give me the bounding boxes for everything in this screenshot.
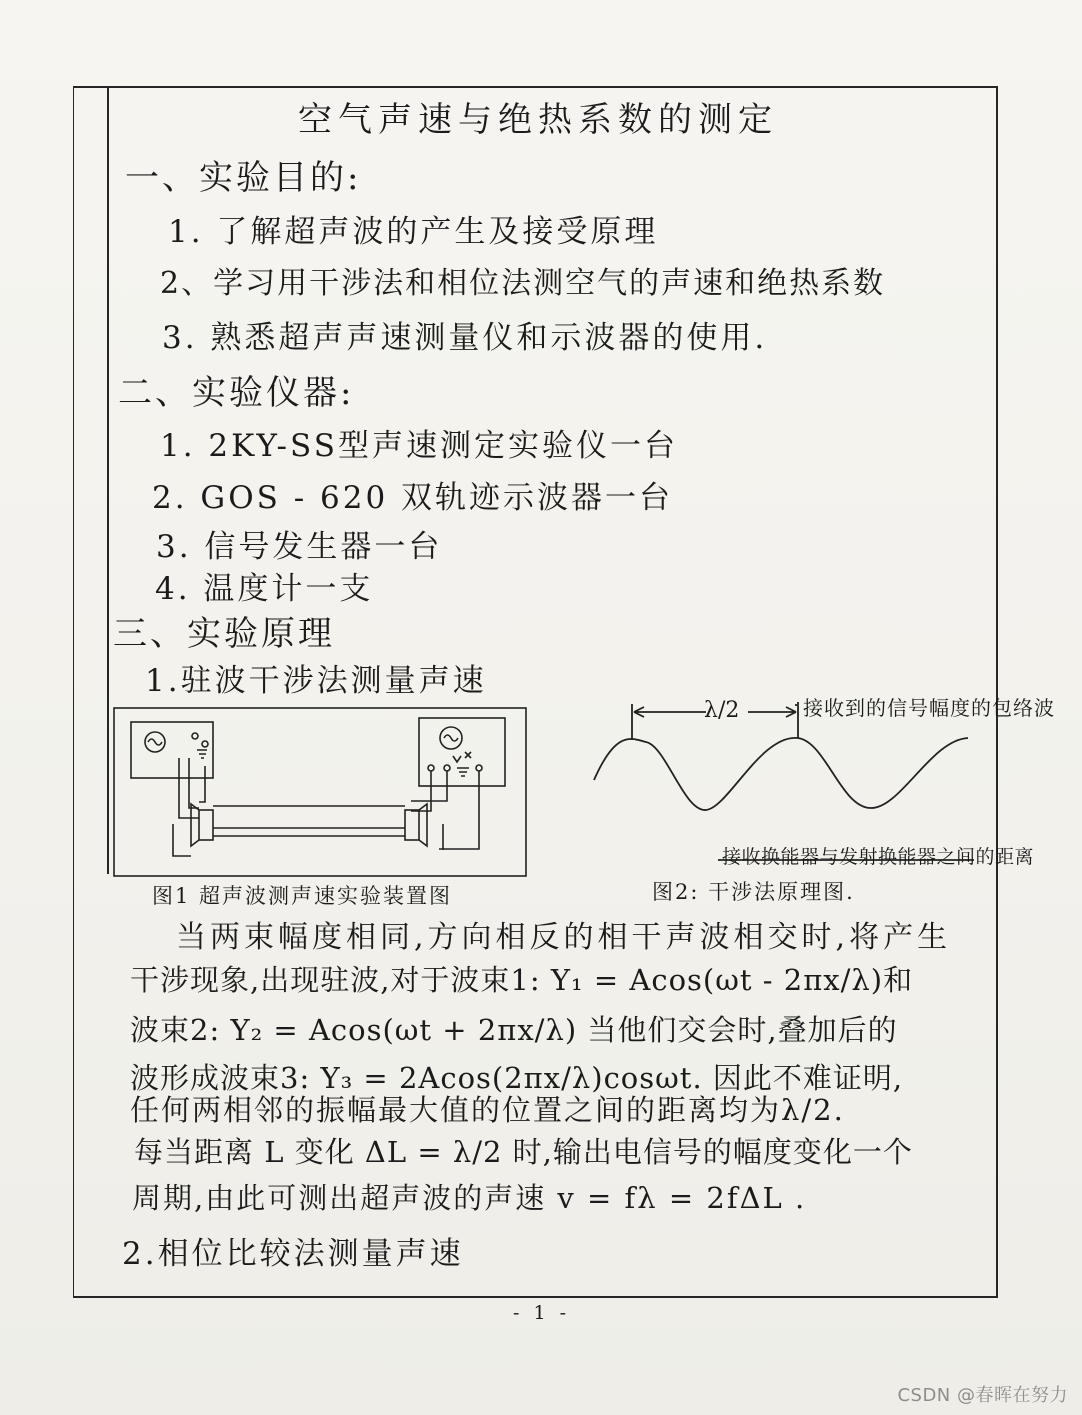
instrument-item-2: 2. GOS - 620 双轨迹示波器一台 [152, 480, 674, 516]
figure-2-distance-label: 接收换能器与发射换能器之间的距离 [722, 846, 1035, 868]
purpose-item-1: 1. 了解超声波的产生及接受原理 [168, 214, 659, 250]
figure-2-envelope-label: 接收到的信号幅度的包络波 [803, 696, 1055, 720]
figure-2-half-wavelength-label: λ/2 [704, 698, 740, 723]
instrument-item-3: 3. 信号发生器一台 [156, 529, 443, 565]
section-heading-instruments: 二、实验仪器: [118, 373, 355, 413]
paragraph-line-7: 周期,由此可测出超声波的声速 v = fλ = 2fΔL . [132, 1181, 807, 1215]
section-heading-purpose: 一、实验目的: [125, 158, 362, 198]
instrument-item-1: 1. 2KY-SS型声速测定实验仪一台 [160, 428, 678, 464]
figure-2-caption: 图2: 干涉法原理图. [652, 880, 855, 904]
paragraph-line-1: 当两束幅度相同,方向相反的相干声波相交时,将产生 [176, 920, 952, 955]
purpose-item-2: 2、学习用干涉法和相位法测空气的声速和绝热系数 [160, 266, 886, 301]
purpose-item-3: 3. 熟悉超声声速测量仪和示波器的使用. [162, 320, 768, 356]
paragraph-line-4: 波形成波束3: Y₃ = 2Acos(2πx/λ)cosωt. 因此不难证明, [130, 1061, 904, 1095]
document-title: 空气声速与绝热系数的测定 [298, 100, 778, 140]
instrument-item-4: 4. 温度计一支 [155, 571, 374, 607]
page-number: - 1 - [513, 1302, 571, 1324]
page-border-inner-left [107, 86, 109, 874]
figure-1-caption: 图1 超声波测声速实验装置图 [152, 884, 453, 908]
paragraph-line-2: 干涉现象,出现驻波,对于波束1: Y₁ = Acos(ωt - 2πx/λ)和 [130, 963, 914, 997]
paragraph-line-6: 每当距离 L 变化 ΔL = λ/2 时,输出电信号的幅度变化一个 [134, 1135, 913, 1169]
principle-subheading-1: 1.驻波干涉法测量声速 [145, 663, 487, 699]
figure-1-apparatus-diagram [113, 706, 529, 880]
paragraph-line-3: 波束2: Y₂ = Acos(ωt + 2πx/λ) 当他们交会时,叠加后的 [130, 1013, 898, 1047]
watermark-text: CSDN @春晖在努力 [897, 1385, 1068, 1406]
paragraph-line-5: 任何两相邻的振幅最大值的位置之间的距离均为λ/2. [130, 1093, 845, 1127]
section-heading-principle: 三、实验原理 [113, 614, 335, 654]
principle-subheading-2: 2.相位比较法测量声速 [122, 1236, 464, 1272]
